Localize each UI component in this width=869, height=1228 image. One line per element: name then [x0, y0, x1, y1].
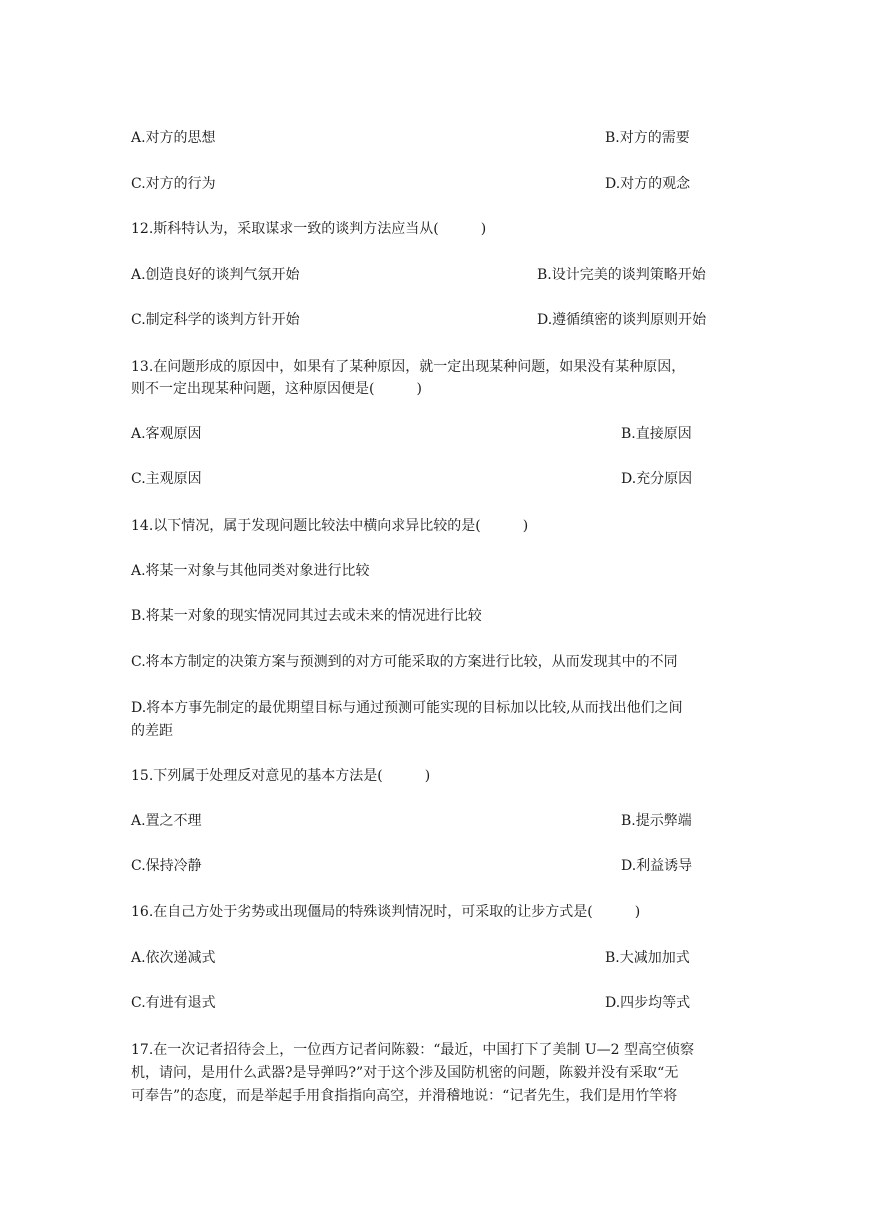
q12-stem: 12.斯科特认为，采取谋求一致的谈判方法应当从( ) [131, 221, 487, 237]
q12-option-d: D.遵循缜密的谈判原则开始 [537, 312, 707, 328]
q16-option-a: A.依次递减式 [131, 950, 216, 966]
q11-option-c: C.对方的行为 [131, 176, 216, 192]
q11-option-d: D.对方的观念 [605, 176, 691, 192]
q12-option-c: C.制定科学的谈判方针开始 [131, 312, 300, 328]
q17-line2: 机，请问，是用什么武器?是导弹吗?”对于这个涉及国防机密的问题，陈毅并没有采取“无 [131, 1065, 679, 1081]
q14-option-c: C.将本方制定的决策方案与预测到的对方可能采取的方案进行比较，从而发现其中的不同 [131, 654, 678, 670]
q16-option-c: C.有进有退式 [131, 995, 216, 1011]
q16-option-b: B.大减加加式 [605, 950, 690, 966]
q14-option-d-line2: 的差距 [131, 723, 173, 739]
q16-stem: 16.在自己方处于劣势或出现僵局的特殊谈判情况时，可采取的让步方式是( ) [131, 904, 641, 920]
q15-option-c: C.保持冷静 [131, 858, 202, 874]
q13-option-c: C.主观原因 [131, 471, 202, 487]
q14-option-b: B.将某一对象的现实情况同其过去或未来的情况进行比较 [131, 608, 482, 624]
q14-option-a: A.将某一对象与其他同类对象进行比较 [131, 563, 370, 579]
q14-stem: 14.以下情况，属于发现问题比较法中横向求异比较的是( ) [131, 518, 529, 534]
q15-stem: 15.下列属于处理反对意见的基本方法是( ) [131, 768, 431, 784]
q16-option-d: D.四步均等式 [605, 995, 691, 1011]
q15-option-a: A.置之不理 [131, 813, 202, 829]
q15-option-b: B.提示弊端 [621, 813, 692, 829]
q12-option-a: A.创造良好的谈判气氛开始 [131, 267, 300, 283]
q13-option-d: D.充分原因 [621, 471, 693, 487]
q13-stem-line1: 13.在问题形成的原因中，如果有了某种原因，就一定出现某种问题，如果没有某种原因， [131, 359, 686, 375]
q15-option-d: D.利益诱导 [621, 858, 693, 874]
q17-line3: 可奉告”的态度，而是举起手用食指指向高空，并滑稽地说：“记者先生，我们是用竹竿将 [131, 1088, 678, 1104]
q14-option-d-line1: D.将本方事先制定的最优期望目标与通过预测可能实现的目标加以比较,从而找出他们之间 [131, 700, 683, 716]
q12-option-b: B.设计完美的谈判策略开始 [537, 267, 706, 283]
q17-line1: 17.在一次记者招待会上，一位西方记者问陈毅：“最近，中国打下了美制 U—2 型高空侦察 [131, 1042, 695, 1058]
q13-stem-line2: 则不一定出现某种问题，这种原因便是( ) [131, 381, 422, 397]
q13-option-b: B.直接原因 [621, 426, 692, 442]
q11-option-a: A.对方的思想 [131, 130, 216, 146]
q13-option-a: A.客观原因 [131, 426, 202, 442]
q11-option-b: B.对方的需要 [605, 130, 690, 146]
